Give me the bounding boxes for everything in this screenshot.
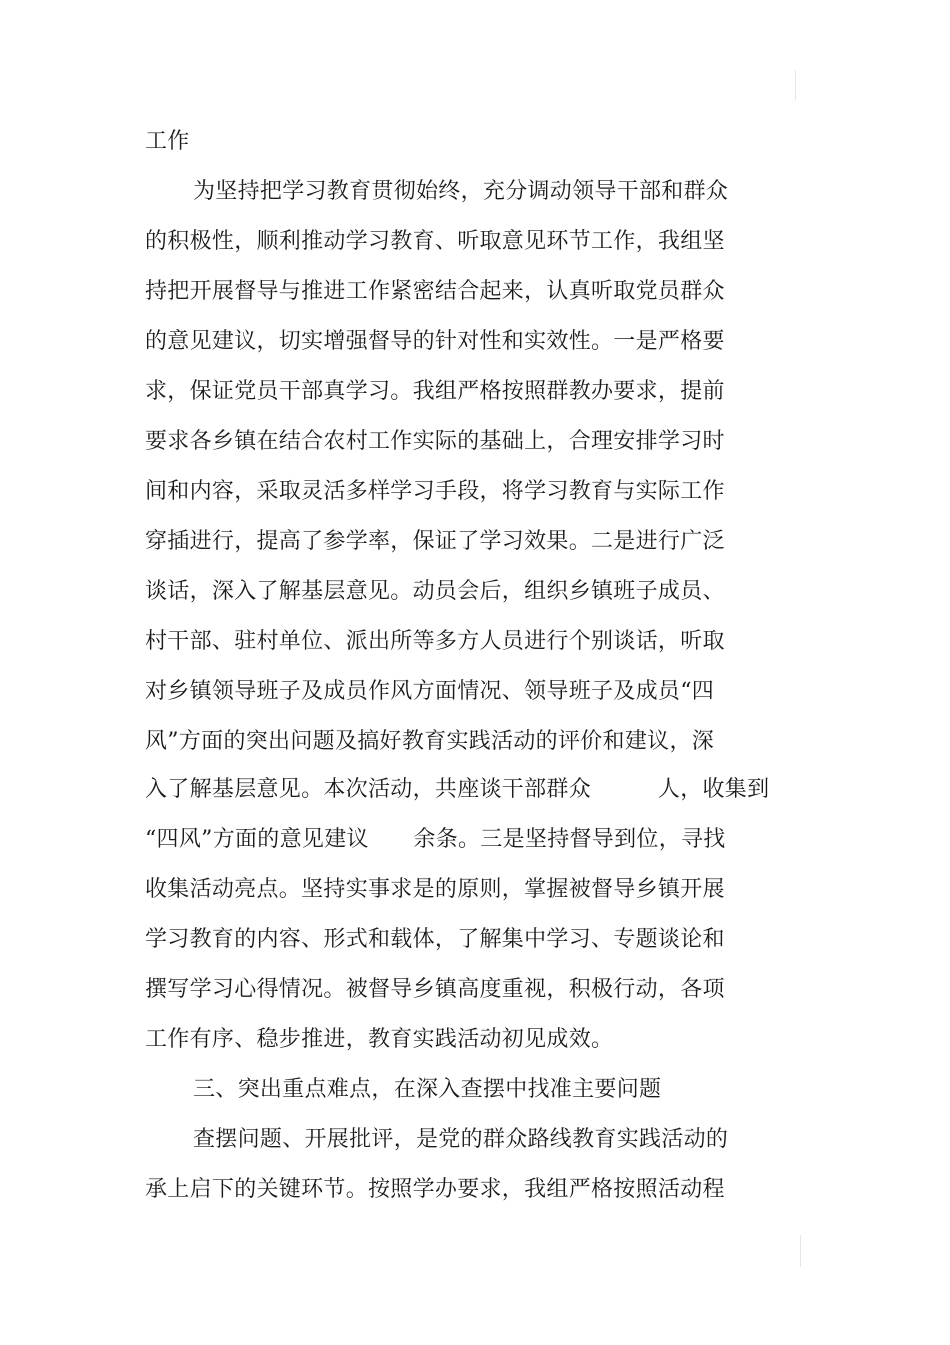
- text-line: 穿插进行，提高了参学率，保证了学习效果。二是进行广泛: [145, 529, 725, 554]
- paragraph-first-line: 为坚持把学习教育贯彻始终，充分调动领导干部和群众: [193, 179, 729, 204]
- text-line: 工作有序、稳步推进，教育实践活动初见成效。: [145, 1027, 614, 1052]
- page-corner-mark-bottom: [800, 1235, 801, 1267]
- text-line: 工作: [145, 129, 190, 154]
- text-line: 对乡镇领导班子及成员作风方面情况、领导班子及成员“四: [145, 679, 715, 704]
- paragraph-first-line: 查摆问题、开展批评，是党的群众路线教育实践活动的: [193, 1127, 729, 1152]
- text-line: 要求各乡镇在结合农村工作实际的基础上，合理安排学习时: [145, 429, 725, 454]
- page-corner-mark-top: [795, 70, 796, 100]
- text-line: 村干部、驻村单位、派出所等多方人员进行个别谈话，听取: [145, 629, 725, 654]
- text-line: 风”方面的突出问题及搞好教育实践活动的评价和建议，深: [145, 729, 715, 754]
- text-line: 收集活动亮点。坚持实事求是的原则，掌握被督导乡镇开展: [145, 877, 725, 902]
- section-heading: 三、突出重点难点，在深入查摆中找准主要问题: [193, 1077, 662, 1102]
- text-line: 撰写学习心得情况。被督导乡镇高度重视，积极行动，各项: [145, 977, 725, 1002]
- text-line: 承上启下的关键环节。按照学办要求，我组严格按照活动程: [145, 1177, 725, 1202]
- text-line: 求，保证党员干部真学习。我组严格按照群教办要求，提前: [145, 379, 725, 404]
- text-line: “四风”方面的意见建议 余条。三是坚持督导到位，寻找: [145, 827, 726, 852]
- text-line: 的意见建议，切实增强督导的针对性和实效性。一是严格要: [145, 329, 725, 354]
- text-line: 学习教育的内容、形式和载体，了解集中学习、专题谈论和: [145, 927, 725, 952]
- text-line: 持把开展督导与推进工作紧密结合起来，认真听取党员群众: [145, 279, 725, 304]
- text-line: 的积极性，顺利推动学习教育、听取意见环节工作，我组坚: [145, 229, 725, 254]
- text-line: 谈话，深入了解基层意见。动员会后，组织乡镇班子成员、: [145, 579, 725, 604]
- text-line: 入了解基层意见。本次活动，共座谈干部群众 人，收集到: [145, 777, 770, 802]
- text-line: 间和内容，采取灵活多样学习手段，将学习教育与实际工作: [145, 479, 725, 504]
